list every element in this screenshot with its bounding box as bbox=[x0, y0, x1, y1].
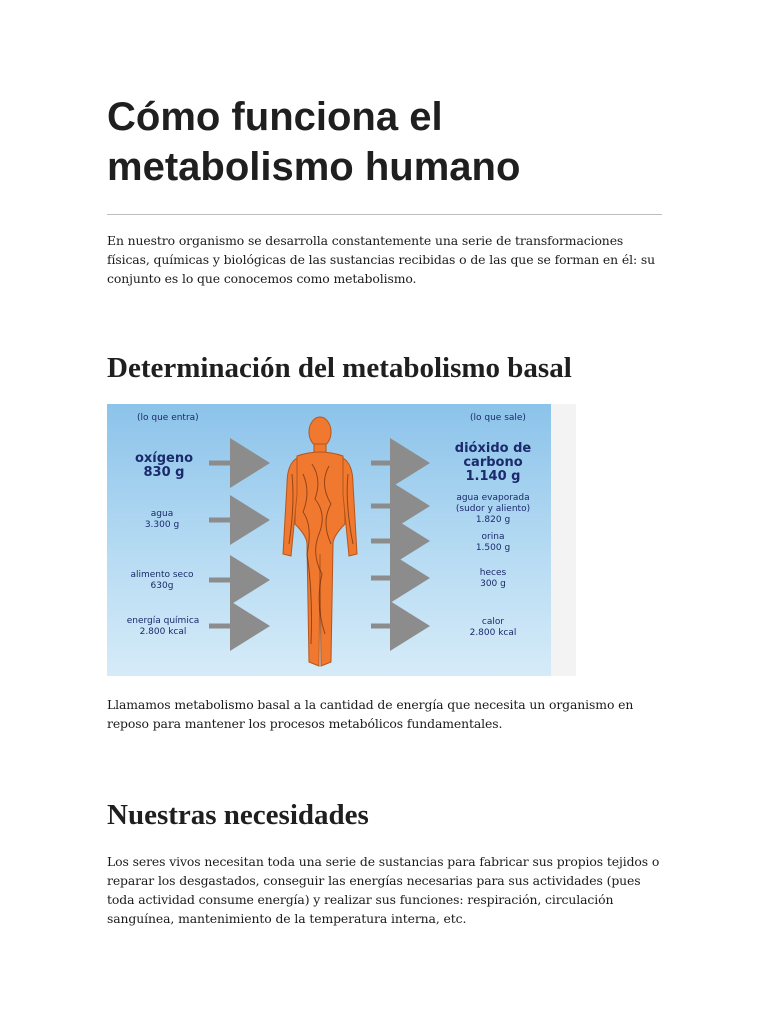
human-body-illustration bbox=[283, 417, 357, 666]
input-energia bbox=[123, 616, 203, 638]
output-arrows bbox=[371, 463, 425, 626]
input-arrows bbox=[209, 463, 265, 626]
output-heces bbox=[443, 568, 543, 590]
section-heading-metabolismo-basal: Determinación del metabolismo basal bbox=[107, 352, 572, 384]
output-calor-value: 2.800 kcal bbox=[469, 628, 517, 638]
output-agua-evaporada-label2: (sudor y aliento) bbox=[455, 504, 531, 514]
input-oxigeno bbox=[133, 452, 195, 480]
body-right-arm bbox=[343, 458, 357, 556]
output-co2 bbox=[443, 442, 543, 484]
output-co2-value: 1.140 g bbox=[465, 469, 521, 484]
out-header: (lo que sale) bbox=[470, 413, 526, 423]
title-line-2: metabolismo humano bbox=[107, 145, 521, 189]
basal-paragraph: Llamamos metabolismo basal a la cantidad de energía que necesita un organismo en reposo para mantener los procesos metabólicos fundamentales. bbox=[107, 697, 634, 731]
input-energia-label: energía química bbox=[126, 616, 200, 626]
title-divider bbox=[107, 214, 662, 215]
body-torso-legs bbox=[295, 452, 345, 666]
output-calor-label: calor bbox=[481, 617, 505, 627]
body-head bbox=[309, 417, 331, 447]
input-alimento-label: alimento seco bbox=[130, 570, 194, 580]
input-agua-label: agua bbox=[150, 509, 174, 519]
output-co2-label2: carbono bbox=[463, 455, 523, 470]
output-orina bbox=[443, 532, 543, 554]
output-co2-label1: dióxido de bbox=[454, 441, 532, 456]
input-energia-value: 2.800 kcal bbox=[139, 627, 187, 637]
output-heces-value: 300 g bbox=[480, 579, 506, 589]
section-heading-necesidades: Nuestras necesidades bbox=[107, 799, 369, 831]
input-oxigeno-label: oxígeno bbox=[134, 451, 194, 466]
input-alimento bbox=[125, 570, 199, 592]
output-heces-label: heces bbox=[479, 568, 507, 578]
page-title bbox=[107, 92, 662, 192]
needs-paragraph: Los seres vivos necesitan toda una serie de sustancias para fabricar sus propios tejidos o reparar los desgastados, conseguir las energías necesarias para sus actividades (pues toda actividad consume energía) y realizar sus funciones: respiración, circulación sanguínea, mantenimiento de la temperatura interna, etc. bbox=[107, 854, 660, 926]
input-oxigeno-value: 830 g bbox=[143, 465, 185, 480]
output-calor bbox=[443, 617, 543, 639]
in-header: (lo que entra) bbox=[137, 413, 199, 423]
output-agua-evaporada-label1: agua evaporada bbox=[456, 493, 530, 503]
output-agua-evaporada-value: 1.820 g bbox=[475, 515, 511, 525]
input-agua bbox=[131, 509, 193, 531]
intro-paragraph: En nuestro organismo se desarrolla constantemente una serie de transformaciones físicas, químicas y biológicas de las sustancias recibidas o de las que se forman en él: su conjunto es lo que conocemos como metabolismo. bbox=[107, 233, 656, 286]
title-line-1: Cómo funciona el bbox=[107, 95, 443, 139]
output-orina-label: orina bbox=[481, 532, 505, 542]
metabolism-figure bbox=[107, 404, 576, 676]
output-agua-evaporada bbox=[443, 493, 543, 526]
input-alimento-value: 630g bbox=[150, 581, 174, 591]
body-left-arm bbox=[283, 458, 297, 556]
input-agua-value: 3.300 g bbox=[144, 520, 180, 530]
output-orina-value: 1.500 g bbox=[475, 543, 511, 553]
